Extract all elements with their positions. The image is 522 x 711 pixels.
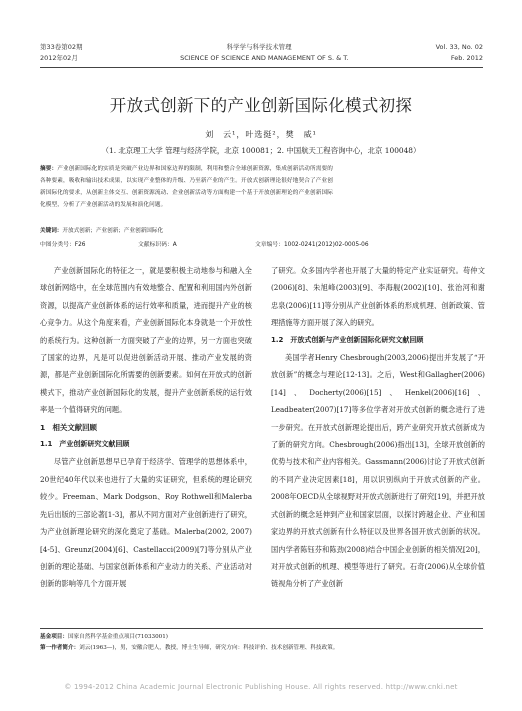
abstract-line: 化模型，分析了产业创新活动的发展和演化问题。: [40, 202, 167, 208]
abstract-line: 产业创新国际化的实质是突破产业边界和国家边界的限制，利用和整合全球创新资源，集成创新活动所需要的: [57, 166, 333, 172]
right-column: [271, 262, 485, 593]
header-rule: [40, 67, 483, 68]
journal-title-en: SCIENCE OF SCIENCE AND MANAGEMENT OF S. & T.: [180, 54, 349, 62]
issue-number: 第33卷第02期: [40, 43, 83, 51]
keywords-text: 开放式创新；产业创新；产业创新国际化: [62, 228, 164, 234]
intro-paragraph: 产业创新国际化的特征之一，就是要积极主动地参与和融入全球创新网络中，在全球范围内有效地整合、配置和利用国内外创新资源，以提高产业创新体系的运行效率和质量，进而提升产业的核心竞争力。从这个角度来看，产业创新国际化本身就是一个开放性的系统行为。这种创新一方面突破了产业的边界，另一方面也突破了国家的边界，凡是可以促进创新活动开展、推动产业发展的资源，都是产业创新国际化所需要的创新要素。如何在开放式的创新模式下，推动产业创新国际化的发展，提升产业创新系统的运行效率是一个值得研究的问题。: [40, 266, 252, 415]
keywords: [40, 226, 163, 237]
fund-label: 基金项目：: [40, 634, 68, 640]
subsection-heading: 1.1 产业创新研究文献回顾: [40, 440, 130, 449]
document-code: 文献标识码：A: [138, 242, 177, 248]
body-paragraph: 美国学者Henry Chesbrough(2003,2006)提出并发展了“开放创新”的概念与理论[12-13]。之后，West和Gallagher(2006)[14]、Docherty(2006)[15]、Henkel(2006)[16]、Leadbeater(2007)[17]等多位学者对开放式创新的概念进行了进一步研究。在开放式创新理论提出后，跨产业研究开放式创新成为了新的研究方向。Chesbrough(2006)指出[13]，全球开放创新的优势与技术和产业内容相关。Gassmann(2006)讨论了开放式创新的不同产业决定因素[18]，用以识别纵向于开放式创新的产业。2008年OECD从全球视野对开放式创新进行了研究[19]，并把开放式创新的概念延伸到产业和国家层面，以探讨跨越企业、产业和国家边界的开放式创新有什么特征以及世界各国开放式创新的状况。国内学者陈钰芬和陈劲(2008)结合中国企业创新的相关情况[20]，对开放式创新的机理、模型等进行了研究。石奇(2006)从全球价值链视角分析了产业创新: [271, 353, 485, 589]
abstract: [40, 163, 483, 211]
running-header: [40, 42, 483, 68]
issue-date-cn: 2012年02月: [40, 54, 78, 62]
paper-title: 开放式创新下的产业创新国际化模式初探: [109, 96, 413, 115]
section-heading: 1 相关文献回顾: [40, 422, 97, 432]
paper-authors: 刘 云¹，叶选挺²，樊 威¹: [205, 130, 317, 139]
copyright-footer: © 1994-2012 China Academic Journal Electronic Publishing House. All rights reserved. http://www.cnki.net: [64, 683, 458, 691]
abstract-line: 新国际化的要求，从创新主体交互、创新资源流动、企业创新活动等方面构建一个基于开放创新理论的产业创新国际: [40, 190, 333, 196]
author-bio-label: 第一作者简介：: [40, 644, 80, 651]
abstract-line: 各种要素，吸收和输出技术成果，以实现产业整体的升级、乃至新产业的产生。开放式创新理论很好地契合了产业创: [40, 178, 333, 184]
issue-date-en: Feb. 2012: [450, 54, 483, 62]
abstract-label: 摘要：: [40, 166, 58, 172]
paper-affiliation: （1. 北京理工大学 管理与经济学院，北京 100081；2. 中国航天工程咨询中心，北京 100048）: [101, 146, 421, 155]
body-paragraph: 了研究。众多国内学者也开展了大量的特定产业实证研究。苟仲文(2006)[8]、朱旭峰(2003)[9]、李海舰(2002)[10]、张治河和谢忠泉(2006)[11]等分别从产业创新体系的形成机理、创新政策、管理措施等方面开展了深入的研究。: [271, 266, 485, 328]
clc-number: 中图分类号：F26: [40, 242, 86, 248]
footnotes: [40, 628, 483, 653]
keywords-label: 关键词：: [40, 228, 63, 234]
author-bio-text: 刘云(1963—)，男，安徽合肥人，教授，博士生导师，研究方向：科技评价、技术创新管理、科技政策。: [79, 644, 339, 651]
subsection-heading: 1.2 开放式创新与产业创新国际化研究文献回顾: [271, 335, 424, 344]
volume-number: Vol. 33, No. 02: [435, 43, 483, 51]
article-number: 文章编号：1002-0241(2012)02-0005-06: [255, 242, 369, 248]
journal-title-cn: 科学学与科学技术管理: [226, 43, 292, 51]
left-column: [40, 262, 252, 593]
fund-text: 国家自然科学基金重点项目(71033001): [67, 634, 168, 640]
body-paragraph: 尽管产业创新思想早已孕育于经济学、管理学的思想体系中，20世纪40年代以来也进行了大量的实证研究，但系统的理论研究较少。Freeman、Mark Dodgson、Roy Rothwell和Malerba先后出版的三部论著[1-3]，都从不同方面对产业创新进行了研究，为产业创新理论研究的深化奠定了基础。Malerba(2002, 2007)[4-5]、Greunz(2004)[6]、Castellacci(2009)[7]等分别从产业创新的理论基础、与国家创新体系和产业动力的关系、产业活动对创新的影响等几个方面开展: [40, 457, 252, 589]
